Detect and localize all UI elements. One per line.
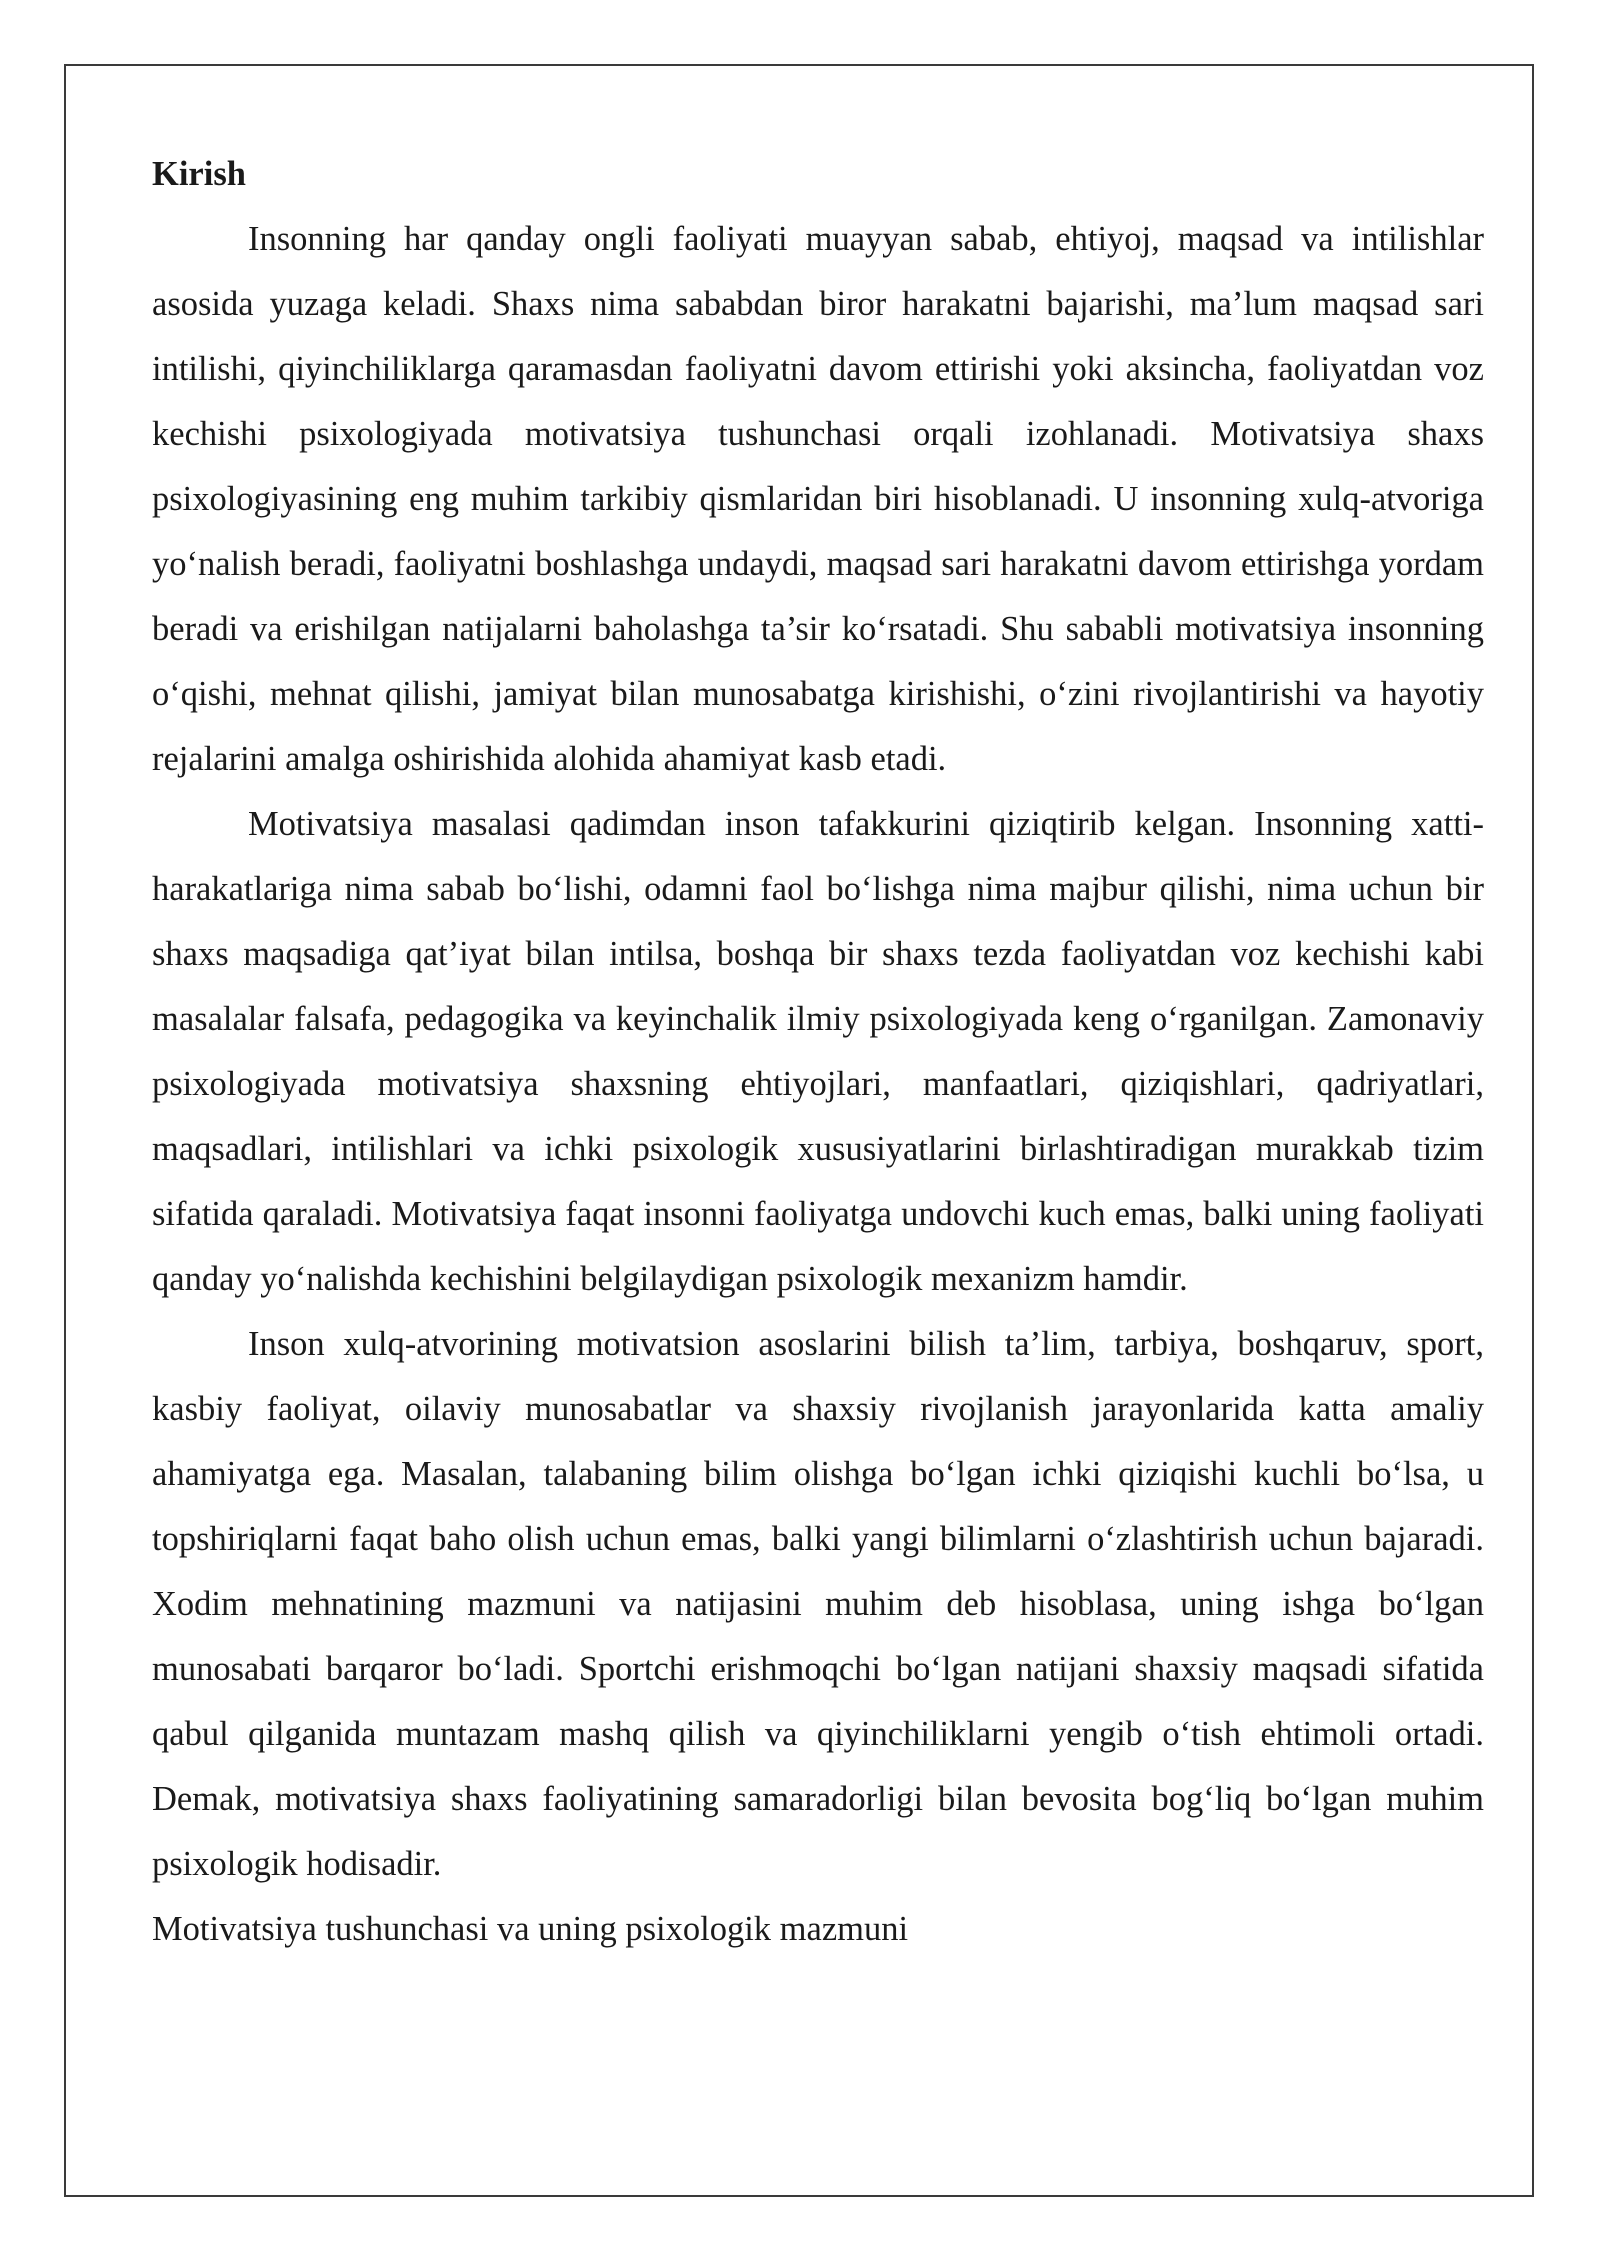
document-body — [152, 142, 1484, 1962]
paragraph-3: Inson xulq-atvorining motivatsion asoslarini bilish ta’lim, tarbiya, boshqaruv, sport, kasbiy faoliyat, oilaviy munosabatlar va shaxsiy rivojlanish jarayonlarida katta amaliy ahamiyatga ega. Masalan, talabaning bilim olishga bo‘lgan ichki qiziqishi kuchli bo‘lsa, u topshiriqlarni faqat baho olish uchun emas, balki yangi bilimlarni o‘zlashtirish uchun bajaradi. Xodim mehnatining mazmuni va natijasini muhim deb hisoblasa, uning ishga bo‘lgan munosabati barqaror bo‘ladi. Sportchi erishmoqchi bo‘lgan natijani shaxsiy maqsadi sifatida qabul qilganida muntazam mashq qilish va qiyinchiliklarni yengib o‘tish ehtimoli ortadi. Demak, motivatsiya shaxs faoliyatining samaradorligi bilan bevosita bog‘liq bo‘lgan muhim psixologik hodisadir. — [152, 1325, 1484, 1883]
paragraph-2: Motivatsiya masalasi qadimdan inson tafakkurini qiziqtirib kelgan. Insonning xatti-harakatlariga nima sabab bo‘lishi, odamni faol bo‘lishga nima majbur qilishi, nima uchun bir shaxs maqsadiga qat’iyat bilan intilsa, boshqa bir shaxs tezda faoliyatdan voz kechishi kabi masalalar falsafa, pedagogika va keyinchalik ilmiy psixologiyada keng o‘rganilgan. Zamonaviy psixologiyada motivatsiya shaxsning ehtiyojlari, manfaatlari, qiziqishlari, qadriyatlari, maqsadlari, intilishlari va ichki psixologik xususiyatlarini birlashtiradigan murakkab tizim sifatida qaraladi. Motivatsiya faqat insonni faoliyatga undovchi kuch emas, balki uning faoliyati qanday yo‘nalishda kechishini belgilaydigan psixologik mexanizm hamdir. — [152, 805, 1484, 1298]
section-heading: Kirish — [152, 155, 246, 193]
paragraph-1: Insonning har qanday ongli faoliyati muayyan sabab, ehtiyoj, maqsad va intilishlar asosida yuzaga keladi. Shaxs nima sababdan biror harakatni bajarishi, ma’lum maqsad sari intilishi, qiyinchiliklarga qaramasdan faoliyatni davom ettirishi yoki aksincha, faoliyatdan voz kechishi psixologiyada motivatsiya tushunchasi orqali izohlanadi. Motivatsiya shaxs psixologiyasining eng muhim tarkibiy qismlaridan biri hisoblanadi. U insonning xulq-atvoriga yo‘nalish beradi, faoliyatni boshlashga undaydi, maqsad sari harakatni davom ettirishga yordam beradi va erishilgan natijalarni baholashga ta’sir ko‘rsatadi. Shu sababli motivatsiya insonning o‘qishi, mehnat qilishi, jamiyat bilan munosabatga kirishishi, o‘zini rivojlantirishi va hayotiy rejalarini amalga oshirishida alohida ahamiyat kasb etadi. — [152, 220, 1484, 778]
subsection-heading: Motivatsiya tushunchasi va uning psixologik mazmuni — [152, 1910, 909, 1948]
